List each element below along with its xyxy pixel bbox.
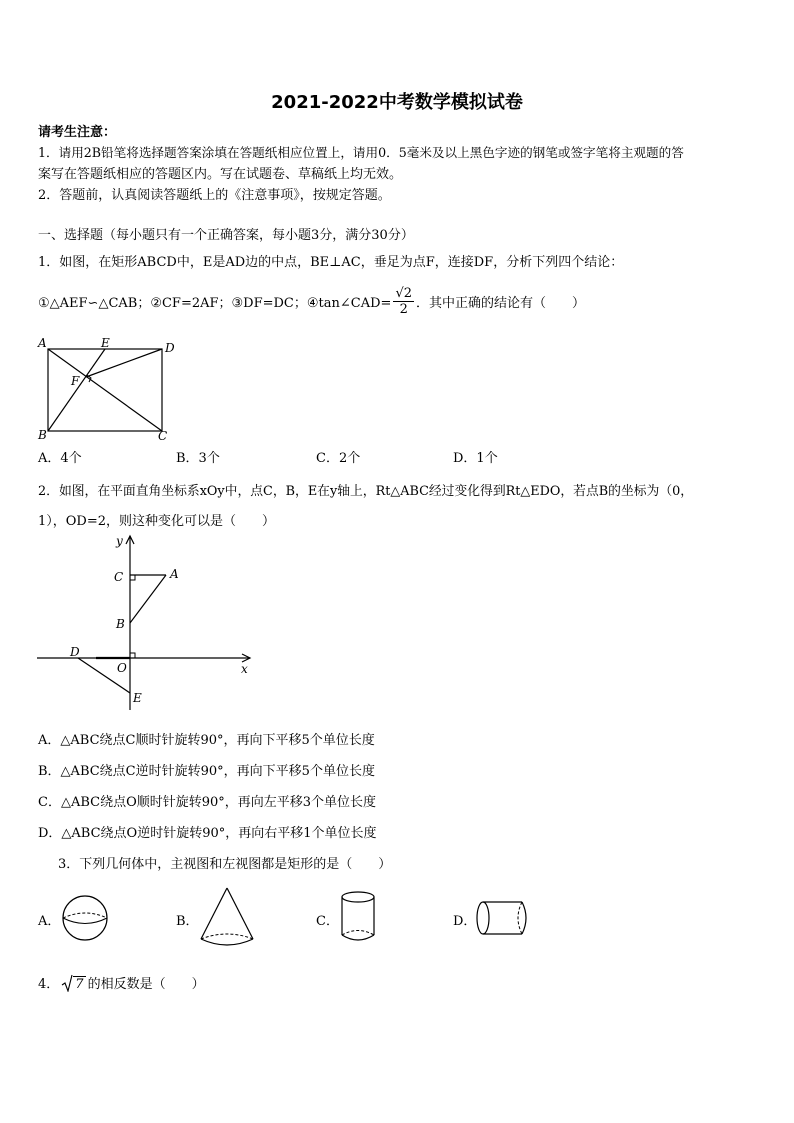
notice-heading: 请考生注意： [38,125,117,140]
q3-option-a-label[interactable]: A． [38,914,61,929]
q1-stem: 1．如图，在矩形ABCD中，E是AD边的中点，BE⊥AC，垂足为点F，连接DF，分析下列四个结论： [38,255,624,270]
q4-stem: 的相反数是（ ） [87,977,205,992]
page-title: 2021-2022中考数学模拟试卷 [271,92,523,113]
q1-fraction [393,286,414,317]
horizontal-cylinder-icon[interactable] [474,898,532,938]
label-a: A [38,336,47,350]
q4-number: 4． [38,977,60,992]
q2-option-b[interactable]: B．△ABC绕点C逆时针旋转90°，再向下平移5个单位长度 [38,764,375,779]
q1-option-a[interactable]: A．4个 [38,451,82,466]
q3-option-c-label[interactable]: C． [316,914,339,929]
notice-line2: 2．答题前，认真阅读答题纸上的《注意事项》，按规定答题。 [38,188,391,203]
q1-conclusions-post: ．其中正确的结论有（ ） [416,296,586,311]
label-b: B [38,428,47,442]
label-y: y [116,534,123,548]
q1-conclusions-pre: ①△AEF∽△CAB；②CF=2AF；③DF=DC；④tan∠CAD= [38,296,392,311]
right-angle-c [130,575,135,580]
q2-option-a[interactable]: A．△ABC绕点C顺时针旋转90°，再向下平移5个单位长度 [38,733,375,748]
label-e: E [133,691,142,705]
q1-figure [34,336,184,442]
label-c: C [114,570,124,584]
q2-option-c[interactable]: C．△ABC绕点O顺时针旋转90°，再向左平移3个单位长度 [38,795,377,810]
q4-radicand: 7 [75,976,84,992]
radical-sign-icon [61,974,73,992]
notice-line1a: 1．请用2B铅笔将选择题答案涂填在答题纸相应位置上，请用0．5毫米及以上黑色字迹的钢笔或签字笔将主观题的答 [38,145,684,160]
q1-option-d[interactable]: D．1个 [453,451,498,466]
notice-line1b: 案写在答题纸相应的答题区内。写在试题卷、草稿纸上均无效。 [38,167,403,182]
q2-figure [34,530,258,716]
upright-cylinder-icon[interactable] [338,889,378,945]
q3-stem: 3．下列几何体中，主视图和左视图都是矩形的是（ ） [58,857,392,872]
q1-frac-num: √2 [395,286,412,301]
q2-stem-line2: 1），OD=2，则这种变化可以是（ ） [38,514,276,529]
q3-option-d-label[interactable]: D． [453,914,477,929]
q4-question [38,973,205,992]
cone-icon[interactable] [198,885,256,949]
q1-option-c[interactable]: C．2个 [316,451,361,466]
label-a: A [170,567,179,581]
right-angle-o [130,653,135,658]
sqrt-expression [61,974,85,992]
label-b: B [116,617,125,631]
q2-option-d[interactable]: D．△ABC绕点O逆时针旋转90°，再向右平移1个单位长度 [38,826,377,841]
q1-option-b[interactable]: B．3个 [176,451,220,466]
q1-frac-den: 2 [399,302,408,317]
q2-stem-line1: 2．如图，在平面直角坐标系xOy中，点C，B，E在y轴上，Rt△ABC经过变化得到Rt△EDO，若点B的坐标为（0， [38,484,694,499]
label-d: D [165,341,175,355]
segment-ab [130,575,166,623]
label-d: D [70,645,80,659]
label-x: x [241,662,248,676]
sphere-icon[interactable] [60,893,110,943]
segment-df [86,349,162,377]
label-f: F [71,374,80,388]
label-e: E [101,336,110,350]
label-o: O [117,661,127,675]
q1-conclusions [38,286,585,317]
segment-be [48,349,105,431]
label-c: C [158,429,168,442]
section-heading: 一、选择题（每小题只有一个正确答案，每小题3分，满分30分） [38,228,414,243]
q3-option-b-label[interactable]: B． [176,914,199,929]
diagonal-ac [48,349,162,431]
